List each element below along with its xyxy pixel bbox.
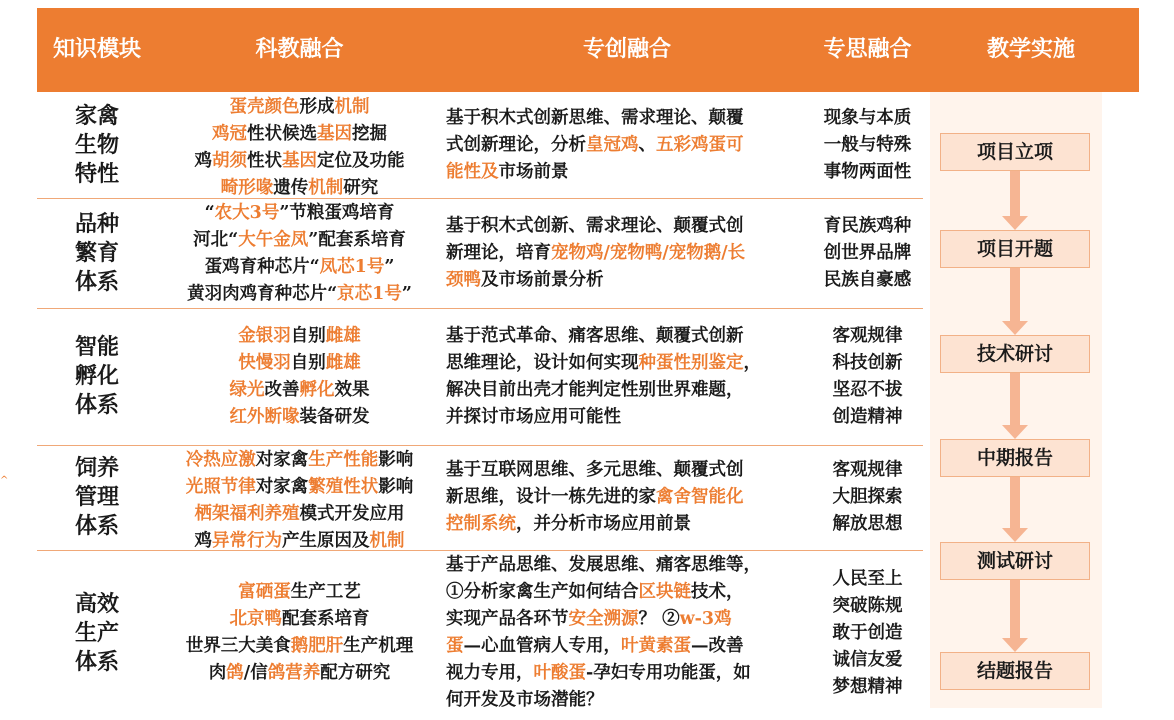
plain-text: 配方研究 [320,663,391,683]
topic-cell [37,210,157,297]
highlight-text: 五彩鸡蛋可 [656,135,744,155]
plain-text: 并探讨市场应用可能性 [446,407,621,427]
science-education-cell [157,200,442,308]
ideology-cell [812,213,923,294]
plain-text: 、 [638,135,656,155]
ideology-cell [812,105,923,186]
plain-text: 蛋鸡育种芯片“ [204,257,320,277]
ideology-line: 解放思想 [832,514,903,534]
text-line [446,240,816,267]
row-divider [37,198,923,199]
ideology-cell [812,457,923,538]
highlight-text: 孵化 [299,380,335,400]
arrow-head [1002,528,1028,542]
highlight-text: 农大3号 [214,203,280,223]
plain-text: 生产机理 [343,636,414,656]
ideology-line: 客观规律 [832,460,903,480]
innovation-cell [442,105,816,186]
text-line [446,323,816,350]
ideology-line: 现象与本质 [823,108,912,128]
topic-line: 生物 [74,132,119,158]
highlight-text: 叶酸蛋 [533,663,586,683]
highlight-text: 金银羽 [238,326,291,346]
plain-text: 形成 [299,97,335,117]
highlight-text: 大午金凤 [238,230,309,250]
arrow-shaft [1010,268,1020,321]
innovation-cell [442,323,816,431]
topic-cell [37,590,157,677]
plain-text: ” [401,284,412,304]
text-line [446,457,816,484]
plain-text: 模式开发应用 [299,504,405,524]
arrow-head [1002,638,1028,652]
down-arrow-icon [1006,373,1024,439]
plain-text: 市场前景 [498,162,569,182]
topic-line: 高效 [74,591,119,617]
highlight-text: 凤芯1号 [319,257,385,277]
plain-text: 配套系培育 [282,609,370,629]
highlight-text: 繁殖性状 [308,477,379,497]
highlight-text: 鸽 [226,663,244,683]
plain-text: 鸡 [194,151,212,171]
text-line [446,606,816,633]
plain-text: 河北“ [193,230,239,250]
plain-text: ， [743,353,761,373]
ideology-cell [812,566,923,701]
highlight-text: 北京鸭 [229,609,282,629]
table-row [37,198,923,308]
text-line [157,579,442,606]
highlight-text: 机制 [334,97,370,117]
innovation-cell [442,213,816,294]
ideology-line: 创世界品牌 [823,243,912,263]
highlight-text: 鸡冠 [212,124,247,144]
text-line [157,660,442,687]
highlight-text: 胡须 [212,151,247,171]
plain-text: 新思维，设计一栋先进的家 [446,487,656,507]
ideology-line: 民族自豪感 [823,270,912,290]
highlight-text: 鹅肥肝 [290,636,344,656]
plain-text: 研究 [343,178,379,198]
topic-cell [37,333,157,420]
plain-text: 世界三大美食 [185,636,291,656]
text-line [157,254,442,281]
ideology-line: 科技创新 [832,353,903,373]
text-line [157,281,442,308]
highlight-text: 颈鸭 [446,270,481,290]
plain-text: ？ ② [638,609,680,629]
plain-text: —改善 [691,636,744,656]
highlight-text: 能性及 [446,162,499,182]
text-line [157,200,442,227]
science-education-cell [157,323,442,431]
highlight-text: 机制 [308,178,344,198]
ideology-line: 客观规律 [832,326,903,346]
plain-text: 对家禽 [255,450,309,470]
science-education-cell [157,579,442,687]
highlight-text: 京芯1号 [337,284,402,304]
highlight-text: 安全溯源 [568,609,639,629]
plain-text: 定位及功能 [317,151,405,171]
ideology-line: 创造精神 [832,407,903,427]
topic-cell [37,454,157,541]
text-line [446,404,816,431]
text-line [446,484,816,511]
row-divider [37,445,923,446]
plain-text: ”节粮蛋鸡培育 [279,203,395,223]
highlight-text: 雌雄 [325,326,361,346]
plain-text: 性状候选 [247,124,317,144]
plain-text: 挖掘 [352,124,387,144]
innovation-cell [442,552,816,714]
highlight-text: 冷热应激 [185,450,256,470]
highlight-text: 畸形喙 [220,178,274,198]
highlight-text: 种蛋性别鉴定 [638,353,744,373]
text-line [446,377,816,404]
ideology-line: 一般与特殊 [823,135,912,155]
arrow-shaft [1010,373,1020,425]
text-line [157,350,442,377]
plain-text: 思维理论，设计如何实现 [446,353,639,373]
row-divider [37,308,923,309]
highlight-text: 基因 [282,151,317,171]
plain-text: -孕妇专用功能蛋，如 [586,663,751,683]
plain-text: 解决目前出壳才能判定性别世界难题， [446,380,744,400]
plain-text: 性状 [247,151,282,171]
text-line [446,213,816,240]
topic-line: 体系 [74,649,119,675]
highlight-text: 蛋壳颜色 [229,97,300,117]
plain-text: 基于积木式创新、需求理论、颠覆式创 [446,216,744,236]
topic-line: 体系 [74,513,119,539]
table-row [37,92,923,198]
plain-text: 肉 [208,663,227,683]
header-ideology: 专思融合 [823,37,912,62]
plain-text: 自别 [290,326,326,346]
step-box: 测试研讨 [940,542,1090,580]
header-innovation: 专创融合 [582,37,671,62]
text-line [157,94,442,121]
text-line [446,579,816,606]
step-box: 技术研讨 [940,335,1090,373]
plain-text: 新理论，培育 [446,243,551,263]
table-row [37,308,923,445]
highlight-text: 雌雄 [325,353,361,373]
highlight-text: 快慢羽 [238,353,291,373]
plain-text: ” [384,257,395,277]
table-row [37,445,923,550]
topic-line: 智能 [74,334,119,360]
text-line [446,687,816,714]
plain-text: 式创新理论，分析 [446,135,586,155]
plain-text: 基于积木式创新思维、需求理论、颠覆 [446,108,744,128]
plain-text: “ [204,203,215,223]
step-box: 项目立项 [940,133,1090,171]
plain-text: 生产工艺 [290,582,361,602]
plain-text: 自别 [290,353,326,373]
header-science-education: 科教融合 [255,37,344,62]
topic-cell [37,102,157,189]
ideology-line: 大胆探索 [832,487,903,507]
plain-text: 何开发及市场潜能？ [446,690,604,710]
text-line [446,132,816,159]
row-divider [37,550,923,551]
highlight-text: 鸽营养 [267,663,321,683]
text-line [157,474,442,501]
plain-text: 技术， [691,582,744,602]
text-line [157,606,442,633]
table-row [37,550,923,716]
text-line [446,267,816,294]
plain-text: 实现产品各环节 [446,609,569,629]
topic-line: 家禽 [74,103,119,129]
header-teaching-implementation: 教学实施 [986,37,1075,62]
plain-text: /信 [243,663,268,683]
arrow-shaft [1010,580,1020,638]
innovation-cell [442,457,816,538]
text-line [446,350,816,377]
plain-text: 遗传 [273,178,309,198]
topic-line: 特性 [74,161,119,187]
highlight-text: 基因 [317,124,352,144]
step-box: 中期报告 [940,439,1090,477]
highlight-text: 光照节律 [185,477,256,497]
step-box: 结题报告 [940,652,1090,690]
plain-text: 影响 [378,477,414,497]
arrow-head [1002,216,1028,230]
highlight-text: 栖架福利养殖 [194,504,300,524]
highlight-text: 红外断喙 [229,407,300,427]
header-knowledge-module: 知识模块 [52,37,141,62]
topic-line: 孵化 [74,363,119,389]
highlight-text: 宠物鸡/宠物鸭/宠物鹅/长 [551,243,746,263]
highlight-text: 异常行为 [212,531,282,551]
down-arrow-icon [1006,268,1024,335]
plain-text: —心血管病人专用， [463,636,621,656]
text-line [157,447,442,474]
highlight-text: 叶黄素蛋 [621,636,691,656]
highlight-text: 禽舍智能化 [656,487,744,507]
edge-mark: ^ [0,475,9,486]
ideology-cell [812,323,923,431]
plain-text: 效果 [334,380,370,400]
arrow-head [1002,321,1028,335]
text-line [446,552,816,579]
down-arrow-icon [1006,580,1024,652]
ideology-line: 诚信友爱 [832,650,903,670]
text-line [446,633,816,660]
plain-text: 对家禽 [255,477,309,497]
highlight-text: 蛋 [446,636,464,656]
plain-text: 基于产品思维、发展思维、痛客思维等， [446,555,761,575]
text-line [446,511,816,538]
ideology-line: 坚忍不拔 [832,380,903,400]
topic-line: 管理 [74,484,119,510]
topic-line: 饲养 [74,455,119,481]
science-education-cell [157,94,442,202]
text-line [157,377,442,404]
ideology-line: 突破陈规 [832,596,903,616]
topic-line: 品种 [74,211,119,237]
ideology-line: 敢于创造 [832,623,903,643]
plain-text: 视力专用， [446,663,534,683]
highlight-text: 绿光 [229,380,265,400]
highlight-text: 控制系统 [446,514,516,534]
text-line [446,660,816,687]
topic-line: 生产 [74,620,119,646]
ideology-line: 事物两面性 [823,162,912,182]
text-line [157,323,442,350]
ideology-line: 育民族鸡种 [823,216,912,236]
plain-text: ①分析家禽生产如何结合 [446,582,639,602]
text-line [157,404,442,431]
highlight-text: 生产性能 [308,450,379,470]
plain-text: 影响 [378,450,414,470]
highlight-text: 机制 [369,531,405,551]
text-line [446,159,816,186]
highlight-text: 皇冠鸡 [586,135,639,155]
plain-text: 基于范式革命、痛客思维、颠覆式创新 [446,326,744,346]
text-line [157,227,442,254]
down-arrow-icon [1006,171,1024,230]
topic-line: 体系 [74,269,119,295]
topic-line: 体系 [74,392,119,418]
text-line [157,501,442,528]
highlight-text: 区块链 [638,582,691,602]
topic-line: 繁育 [74,240,119,266]
plain-text: 改善 [264,380,300,400]
text-line [157,121,442,148]
plain-text: 及市场前景分析 [481,270,604,290]
text-line [157,633,442,660]
plain-text: 基于互联网思维、多元思维、颠覆式创 [446,460,744,480]
plain-text: 鸡 [194,531,212,551]
text-line [157,148,442,175]
highlight-text: w-3鸡 [679,609,732,629]
plain-text: 黄羽肉鸡育种芯片“ [187,284,338,304]
plain-text: 装备研发 [299,407,370,427]
ideology-line: 人民至上 [832,569,903,589]
step-box: 项目开题 [940,230,1090,268]
science-education-cell [157,447,442,555]
plain-text: ”配套系培育 [308,230,406,250]
ideology-line: 梦想精神 [832,677,903,697]
table-header [37,8,1139,92]
highlight-text: 富硒蛋 [238,582,291,602]
text-line [446,105,816,132]
arrow-head [1002,425,1028,439]
arrow-shaft [1010,477,1020,528]
arrow-shaft [1010,171,1020,216]
down-arrow-icon [1006,477,1024,542]
plain-text: 产生原因及 [282,531,370,551]
plain-text: ，并分析市场应用前景 [516,514,691,534]
